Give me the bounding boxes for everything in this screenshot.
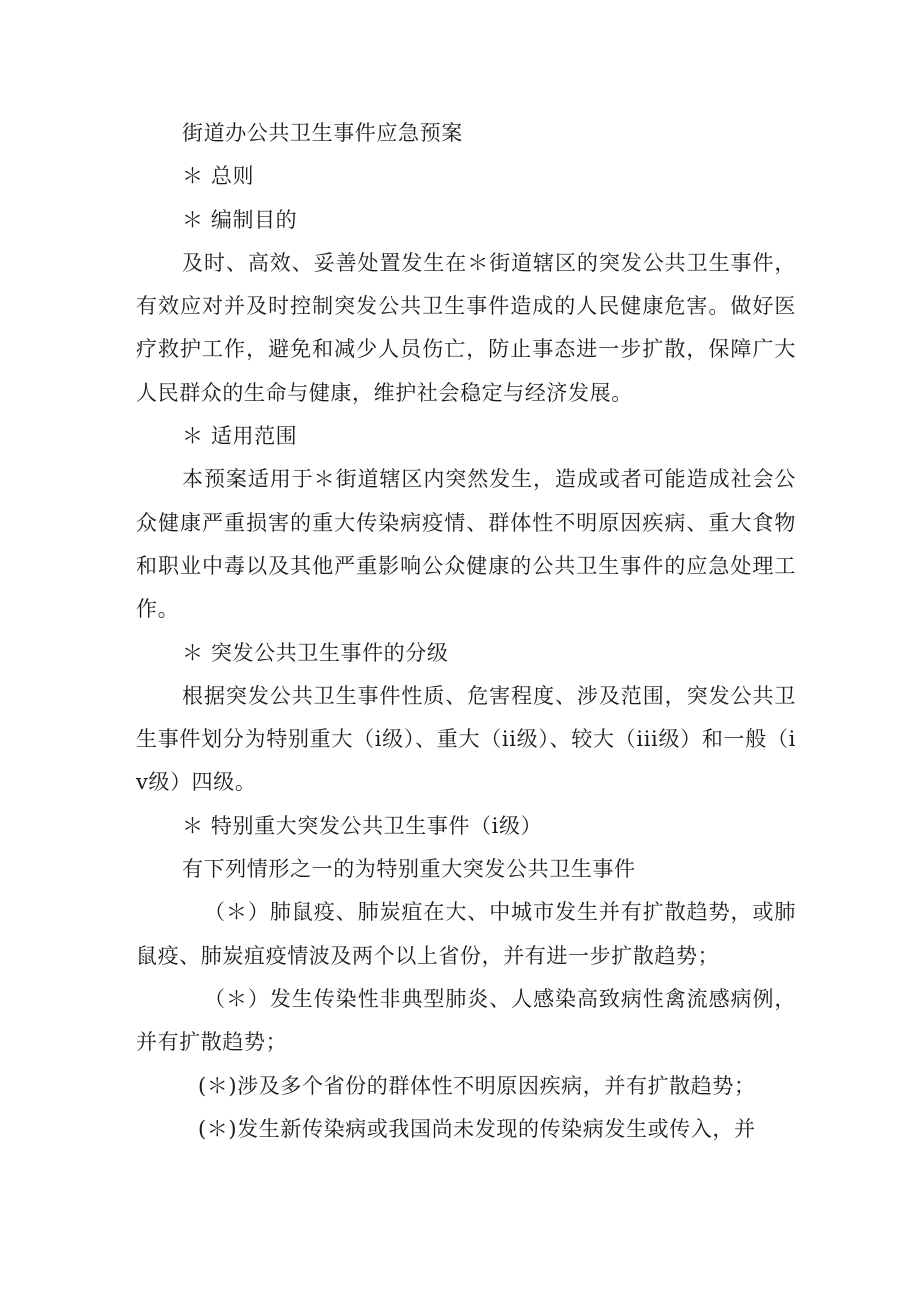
- list-item: （＊）肺鼠疫、肺炭疽在大、中城市发生并有扩散趋势，或肺鼠疫、肺炭疽疫情波及两个以上省份，并有进一步扩散趋势；: [136, 900, 796, 968]
- heading-level-one: ＊ 特别重大突发公共卫生事件（i级）: [182, 813, 543, 838]
- paragraph-classification: 根据突发公共卫生事件性质、危害程度、涉及范围，突发公共卫生事件划分为特别重大（i级）、重大（ii级）、较大（iii级）和一般（iv级）四级。: [136, 683, 796, 795]
- paragraph-level-one-intro: 有下列情形之一的为特别重大突发公共卫生事件: [182, 857, 636, 882]
- heading-classification: ＊ 突发公共卫生事件的分级: [182, 640, 449, 665]
- list-item: （＊）发生传染性非典型肺炎、人感染高致病性禽流感病例，并有扩散趋势；: [136, 986, 796, 1055]
- heading-purpose: ＊ 编制目的: [182, 207, 298, 232]
- paragraph-scope: 本预案适用于＊街道辖区内突然发生，造成或者可能造成社会公众健康严重损害的重大传染病疫情、群体性不明原因疾病、重大食物和职业中毒以及其他严重影响公众健康的公共卫生事件的应急处理工作。: [136, 467, 796, 622]
- heading-general-principles: ＊ 总则: [182, 164, 255, 189]
- paragraph-purpose: 及时、高效、妥善处置发生在＊街道辖区的突发公共卫生事件，有效应对并及时控制突发公共卫生事件造成的人民健康危害。做好医疗救护工作，避免和减少人员伤亡，防止事态进一步扩散，保障广大人民群众的生命与健康，维护社会稳定与经济发展。: [136, 250, 796, 405]
- list-item: (＊)涉及多个省份的群体性不明原因疾病，并有扩散趋势；: [198, 1073, 756, 1098]
- list-item: (＊)发生新传染病或我国尚未发现的传染病发生或传入，并: [198, 1116, 756, 1141]
- document-body: [136, 112, 796, 1151]
- document-title: 街道办公共卫生事件应急预案: [182, 121, 463, 145]
- heading-scope: ＊ 适用范围: [182, 424, 298, 449]
